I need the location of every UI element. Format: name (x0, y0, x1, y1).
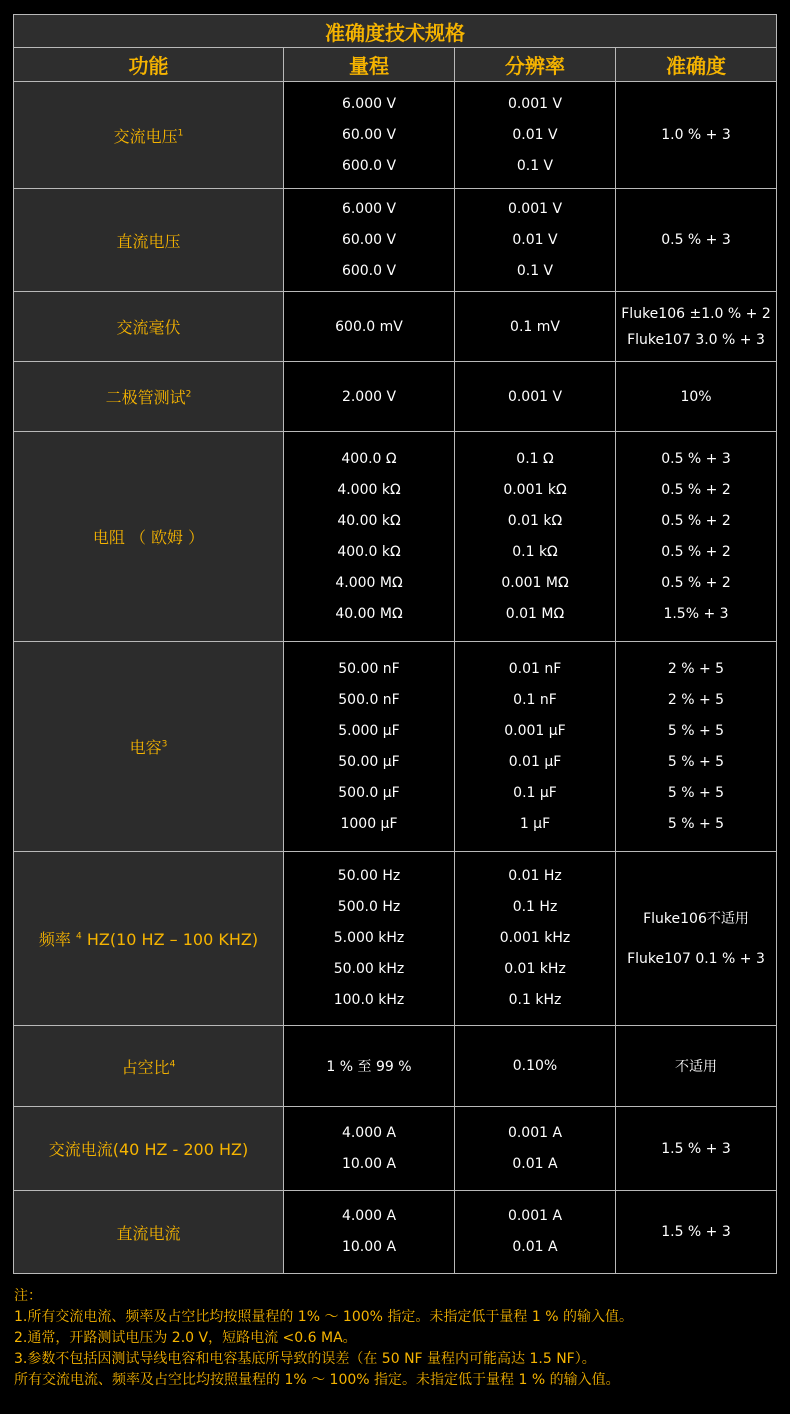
table-row (14, 852, 777, 1026)
accuracy-value: 2 % + 5 (667, 691, 725, 708)
accuracy-cell (616, 1107, 777, 1191)
resolution-value: 0.001 MΩ (501, 574, 569, 591)
accuracy-value: 0.5 % + 3 (661, 450, 731, 467)
range-cell (284, 1191, 455, 1274)
range-cell (284, 432, 455, 642)
resolution-value: 0.001 μF (504, 722, 566, 739)
function-label: 交流毫伏 (116, 318, 181, 337)
accuracy-cell (616, 432, 777, 642)
table-title: 准确度技术规格 (14, 15, 777, 48)
accuracy-cell (616, 852, 777, 1026)
accuracy-value: 1.5 % + 3 (661, 1224, 731, 1240)
function-cell (14, 189, 284, 292)
range-cell (284, 642, 455, 852)
header-range: 量程 (284, 48, 455, 82)
resolution-cell (455, 432, 616, 642)
range-cell (284, 292, 455, 362)
range-cell (284, 189, 455, 292)
accuracy-value: 5 % + 5 (667, 784, 725, 801)
footnote-mark: 3 (161, 739, 168, 750)
accuracy-value: Fluke107 3.0 % + 3 (627, 331, 765, 348)
resolution-value: 0.1 Ω (516, 450, 554, 467)
range-value: 400.0 kΩ (337, 543, 401, 560)
accuracy-value: 5 % + 5 (667, 815, 725, 832)
resolution-value: 0.001 V (507, 200, 563, 217)
function-label: 二极管测试 (105, 388, 186, 407)
accuracy-value: 0.5 % + 2 (661, 574, 731, 591)
accuracy-value: 0.5 % + 2 (661, 512, 731, 529)
range-value: 600.0 V (341, 262, 397, 279)
function-label: 交流电压 (113, 126, 178, 146)
table-row (14, 292, 777, 362)
resolution-value: 0.1 kΩ (512, 543, 558, 560)
range-value: 500.0 nF (338, 691, 400, 708)
footnote-mark: 1 (177, 128, 184, 139)
function-cell (14, 1026, 284, 1107)
resolution-value: 0.001 V (507, 95, 563, 112)
range-value: 10.00 A (341, 1239, 397, 1255)
accuracy-cell (616, 292, 777, 362)
range-value: 60.00 V (341, 126, 397, 143)
function-cell (14, 852, 284, 1026)
range-value: 50.00 μF (338, 753, 400, 770)
function-cell (14, 82, 284, 189)
accuracy-value: 0.5 % + 2 (661, 481, 731, 498)
resolution-value: 0.01 V (512, 231, 558, 248)
note-item: 3.参数不包括因测试导线电容和电容基底所导致的误差（在 50 NF 量程内可能高达 1.5 NF）。 (14, 1351, 596, 1367)
range-value: 600.0 V (341, 157, 397, 174)
accuracy-value: 2 % + 5 (667, 660, 725, 677)
accuracy-value: 1.5% + 3 (663, 605, 729, 622)
range-cell (284, 362, 455, 432)
range-value: 1000 μF (340, 815, 398, 832)
range-cell (284, 1026, 455, 1107)
resolution-value: 0.001 A (507, 1208, 563, 1224)
resolution-value: 0.01 nF (508, 660, 562, 677)
note-item: 2.通常，开路测试电压为 2.0 V，短路电流 <0.6 MA。 (14, 1330, 357, 1346)
range-cell (284, 852, 455, 1026)
note-item: 所有交流电流、频率及占空比均按照量程的 1% ～ 100% 指定。未指定低于量程 1 % 的输入值。 (14, 1372, 620, 1388)
accuracy-value: 0.5 % + 2 (661, 543, 731, 560)
function-label: 电容 (129, 738, 162, 757)
range-value: 500.0 Hz (337, 899, 401, 915)
function-label: 直流电流 (116, 1223, 181, 1243)
range-value: 600.0 mV (335, 318, 403, 335)
table-row (14, 1191, 777, 1274)
range-value: 50.00 kHz (333, 961, 405, 977)
resolution-cell (455, 642, 616, 852)
resolution-cell (455, 1191, 616, 1274)
function-cell (14, 642, 284, 852)
footnote-mark: 4 (76, 931, 82, 942)
range-value: 4.000 kΩ (337, 481, 401, 498)
resolution-value: 0.01 A (512, 1239, 558, 1255)
function-cell (14, 292, 284, 362)
accuracy-value: 1.5 % + 3 (661, 1140, 731, 1157)
resolution-value: 0.01 kHz (504, 961, 566, 977)
resolution-value: 0.1 Hz (512, 899, 558, 915)
accuracy-cell (616, 189, 777, 292)
range-value: 5.000 μF (338, 722, 400, 739)
resolution-value: 0.1 V (516, 157, 554, 174)
resolution-value: 0.10% (512, 1058, 558, 1074)
resolution-cell (455, 189, 616, 292)
function-label: 直流电压 (116, 231, 181, 251)
range-value: 100.0 kHz (333, 992, 405, 1008)
resolution-value: 0.1 kHz (508, 992, 562, 1008)
range-value: 40.00 kΩ (337, 512, 401, 529)
table-row (14, 362, 777, 432)
function-cell (14, 362, 284, 432)
range-value: 6.000 V (341, 95, 397, 112)
accuracy-value: 10% (680, 388, 712, 405)
accuracy-spec-table (13, 14, 777, 1274)
range-value: 4.000 A (341, 1208, 397, 1224)
function-label: 电阻 （ 欧姆 ） (92, 528, 205, 547)
range-value: 1 % 至 99 % (326, 1059, 412, 1075)
accuracy-value: Fluke106 ±1.0 % + 2 (621, 305, 771, 322)
resolution-value: 0.1 mV (510, 318, 560, 335)
resolution-cell (455, 82, 616, 189)
function-label: 占空比 (121, 1057, 170, 1077)
range-value: 6.000 V (341, 200, 397, 217)
resolution-cell (455, 852, 616, 1026)
accuracy-value: Fluke107 0.1 % + 3 (627, 950, 765, 967)
resolution-value: 1 μF (519, 815, 551, 832)
table-row (14, 189, 777, 292)
notes-heading: 注： (14, 1288, 42, 1304)
accuracy-cell (616, 1191, 777, 1274)
range-value: 40.00 MΩ (335, 605, 403, 622)
header-function: 功能 (14, 48, 284, 82)
accuracy-value: 不适用 (675, 1059, 717, 1075)
note-item: 1.所有交流电流、频率及占空比均按照量程的 1% ～ 100% 指定。未指定低于量程 1 % 的输入值。 (14, 1309, 633, 1325)
function-cell (14, 1191, 284, 1274)
resolution-value: 0.01 A (512, 1155, 558, 1172)
resolution-value: 0.001 A (507, 1124, 563, 1141)
resolution-value: 0.01 Hz (508, 868, 562, 884)
resolution-value: 0.01 MΩ (505, 605, 565, 622)
footnotes (14, 1286, 784, 1391)
table-row (14, 82, 777, 189)
resolution-value: 0.1 V (516, 262, 554, 279)
range-value: 4.000 MΩ (335, 574, 403, 591)
accuracy-value: 5 % + 5 (667, 753, 725, 770)
header-row (14, 48, 777, 82)
resolution-cell (455, 1026, 616, 1107)
table-row (14, 1026, 777, 1107)
range-value: 400.0 Ω (341, 450, 397, 467)
header-accuracy: 准确度 (616, 48, 777, 82)
table-row (14, 432, 777, 642)
resolution-cell (455, 362, 616, 432)
range-value: 60.00 V (341, 231, 397, 248)
resolution-value: 0.001 V (507, 388, 563, 405)
resolution-value: 0.001 kHz (499, 930, 571, 946)
range-value: 50.00 Hz (337, 868, 401, 884)
function-range-note: HZ(10 HZ – 100 KHZ) (86, 930, 259, 949)
resolution-value: 0.1 nF (513, 691, 557, 708)
range-cell (284, 1107, 455, 1191)
accuracy-value: 1.0 % + 3 (661, 127, 731, 143)
resolution-cell (455, 292, 616, 362)
accuracy-cell (616, 82, 777, 189)
function-label: 频率 (38, 930, 71, 949)
table-row (14, 642, 777, 852)
accuracy-value: 0.5 % + 3 (661, 232, 731, 248)
accuracy-cell (616, 362, 777, 432)
range-value: 10.00 A (341, 1155, 397, 1172)
accuracy-cell (616, 1026, 777, 1107)
function-cell (14, 432, 284, 642)
table-title-row (14, 15, 777, 48)
range-cell (284, 82, 455, 189)
footnote-mark: 4 (169, 1059, 176, 1070)
resolution-value: 0.01 μF (508, 753, 562, 770)
range-value: 4.000 A (341, 1124, 397, 1141)
range-value: 2.000 V (341, 388, 397, 405)
footnote-mark: 2 (185, 389, 192, 400)
range-value: 50.00 nF (338, 660, 400, 677)
header-resolution: 分辨率 (455, 48, 616, 82)
range-value: 500.0 μF (338, 784, 400, 801)
resolution-value: 0.1 μF (513, 784, 557, 801)
function-cell (14, 1107, 284, 1191)
resolution-value: 0.01 kΩ (507, 512, 563, 529)
table-row (14, 1107, 777, 1191)
function-label: 交流电流(40 HZ - 200 HZ) (48, 1140, 249, 1159)
resolution-value: 0.01 V (512, 126, 558, 143)
accuracy-cell (616, 642, 777, 852)
range-value: 5.000 kHz (333, 930, 405, 946)
resolution-cell (455, 1107, 616, 1191)
resolution-value: 0.001 kΩ (503, 481, 567, 498)
accuracy-value: 5 % + 5 (667, 722, 725, 739)
accuracy-value: Fluke106不适用 (643, 910, 749, 927)
